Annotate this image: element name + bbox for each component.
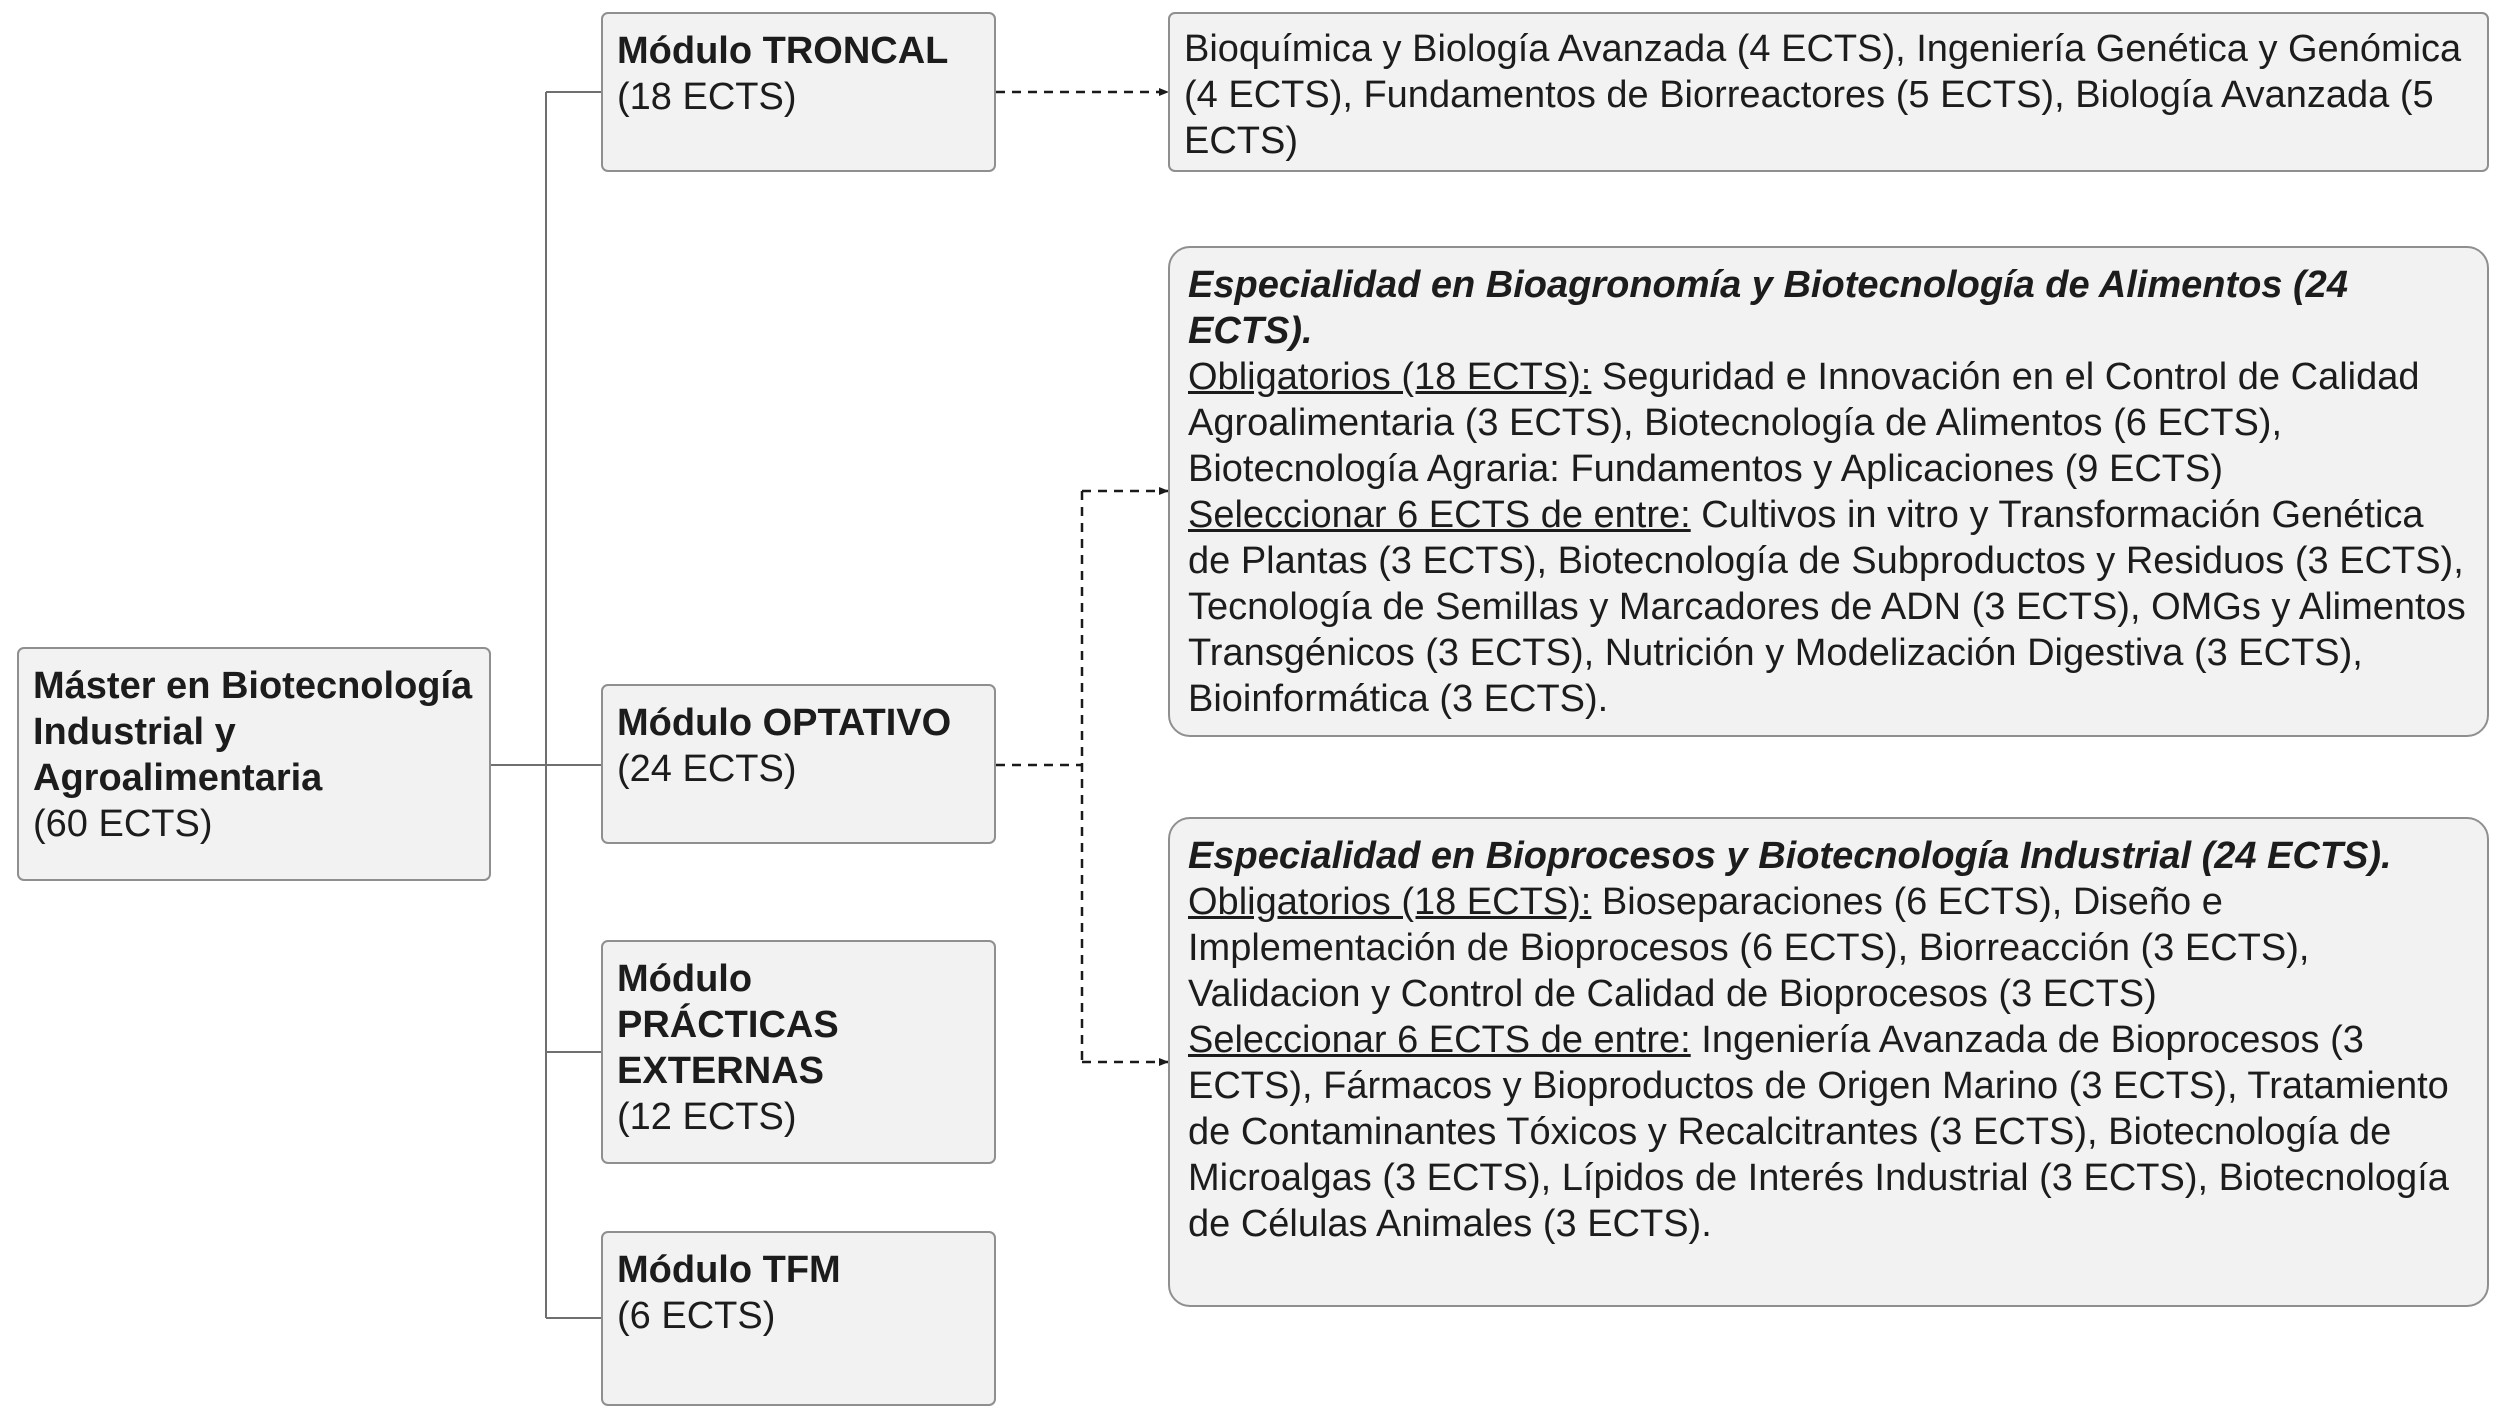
module-practicas-credits: (12 ECTS) xyxy=(617,1096,797,1138)
module-optativo-credits: (24 ECTS) xyxy=(617,748,797,790)
specialty-bioagronomia-mandatory-label: Obligatorios (18 ECTS): xyxy=(1188,356,1592,398)
module-optativo-title: Módulo OPTATIVO xyxy=(617,702,952,744)
specialty-bioprocesos-box xyxy=(1168,817,2489,1307)
module-practicas-title: Módulo PRÁCTICAS EXTERNAS xyxy=(617,958,839,1092)
specialty-bioprocesos-mandatory-label: Obligatorios (18 ECTS): xyxy=(1188,881,1592,923)
module-practicas-box xyxy=(601,940,996,1164)
module-optativo-box xyxy=(601,684,996,844)
module-troncal-credits: (18 ECTS) xyxy=(617,76,797,118)
specialty-bioprocesos-elective-label: Seleccionar 6 ECTS de entre: xyxy=(1188,1019,1691,1061)
tree-connectors xyxy=(491,92,601,1318)
module-tfm-credits: (6 ECTS) xyxy=(617,1295,776,1337)
troncal-detail-text: Bioquímica y Biología Avanzada (4 ECTS), Ingeniería Genética y Genómica (4 ECTS), Fundamentos de Biorreactores (5 ECTS), Biología Avanzada (5 ECTS) xyxy=(1184,28,2462,162)
dashed-arrows xyxy=(996,92,1168,1062)
specialty-bioagronomia-box xyxy=(1168,246,2489,737)
module-troncal-box xyxy=(601,12,996,172)
module-troncal-title: Módulo TRONCAL xyxy=(617,30,949,72)
module-tfm-box xyxy=(601,1231,996,1406)
specialty-bioagronomia-mandatory-text: Seguridad e Innovación en el Control de Calidad Agroalimentaria (3 ECTS), Biotecnología de Alimentos (6 ECTS), Biotecnología Agraria: Fundamentos y Aplicaciones (9 ECTS) xyxy=(1188,356,2420,490)
root-credits: (60 ECTS) xyxy=(33,803,213,845)
specialty-bioprocesos-title: Especialidad en Bioprocesos y Biotecnología Industrial (24 ECTS). xyxy=(1188,835,2392,877)
root-box xyxy=(17,647,491,881)
module-tfm-title: Módulo TFM xyxy=(617,1249,841,1291)
specialty-bioprocesos-elective-text: Ingeniería Avanzada de Bioprocesos (3 ECTS), Fármacos y Bioproductos de Origen Marino (3 ECTS), Tratamiento de Contaminantes Tóxicos y Recalcitrantes (3 ECTS), Biotecnología de Microalgas (3 ECTS), Lípidos de Interés Industrial (3 ECTS), Biotecnología de Células Animales (3 ECTS). xyxy=(1188,1019,2449,1245)
root-title: Máster en Biotecnología Industrial y Agroalimentaria xyxy=(33,665,473,799)
specialty-bioagronomia-elective-label: Seleccionar 6 ECTS de entre: xyxy=(1188,494,1691,536)
specialty-bioagronomia-elective-text: Cultivos in vitro y Transformación Genética de Plantas (3 ECTS), Biotecnología de Subproductos y Residuos (3 ECTS), Tecnología de Semillas y Marcadores de ADN (3 ECTS), OMGs y Alimentos Transgénicos (3 ECTS), Nutrición y Modelización Digestiva (3 ECTS), Bioinformática (3 ECTS). xyxy=(1188,494,2466,720)
specialty-bioprocesos-mandatory-text: Bioseparaciones (6 ECTS), Diseño e Implementación de Bioprocesos (6 ECTS), Biorreacción (3 ECTS), Validacion y Control de Calidad de Bioprocesos (3 ECTS) xyxy=(1188,881,2310,1015)
specialty-bioagronomia-title: Especialidad en Bioagronomía y Biotecnología de Alimentos (24 ECTS). xyxy=(1188,264,2348,352)
troncal-detail-box xyxy=(1168,12,2489,172)
